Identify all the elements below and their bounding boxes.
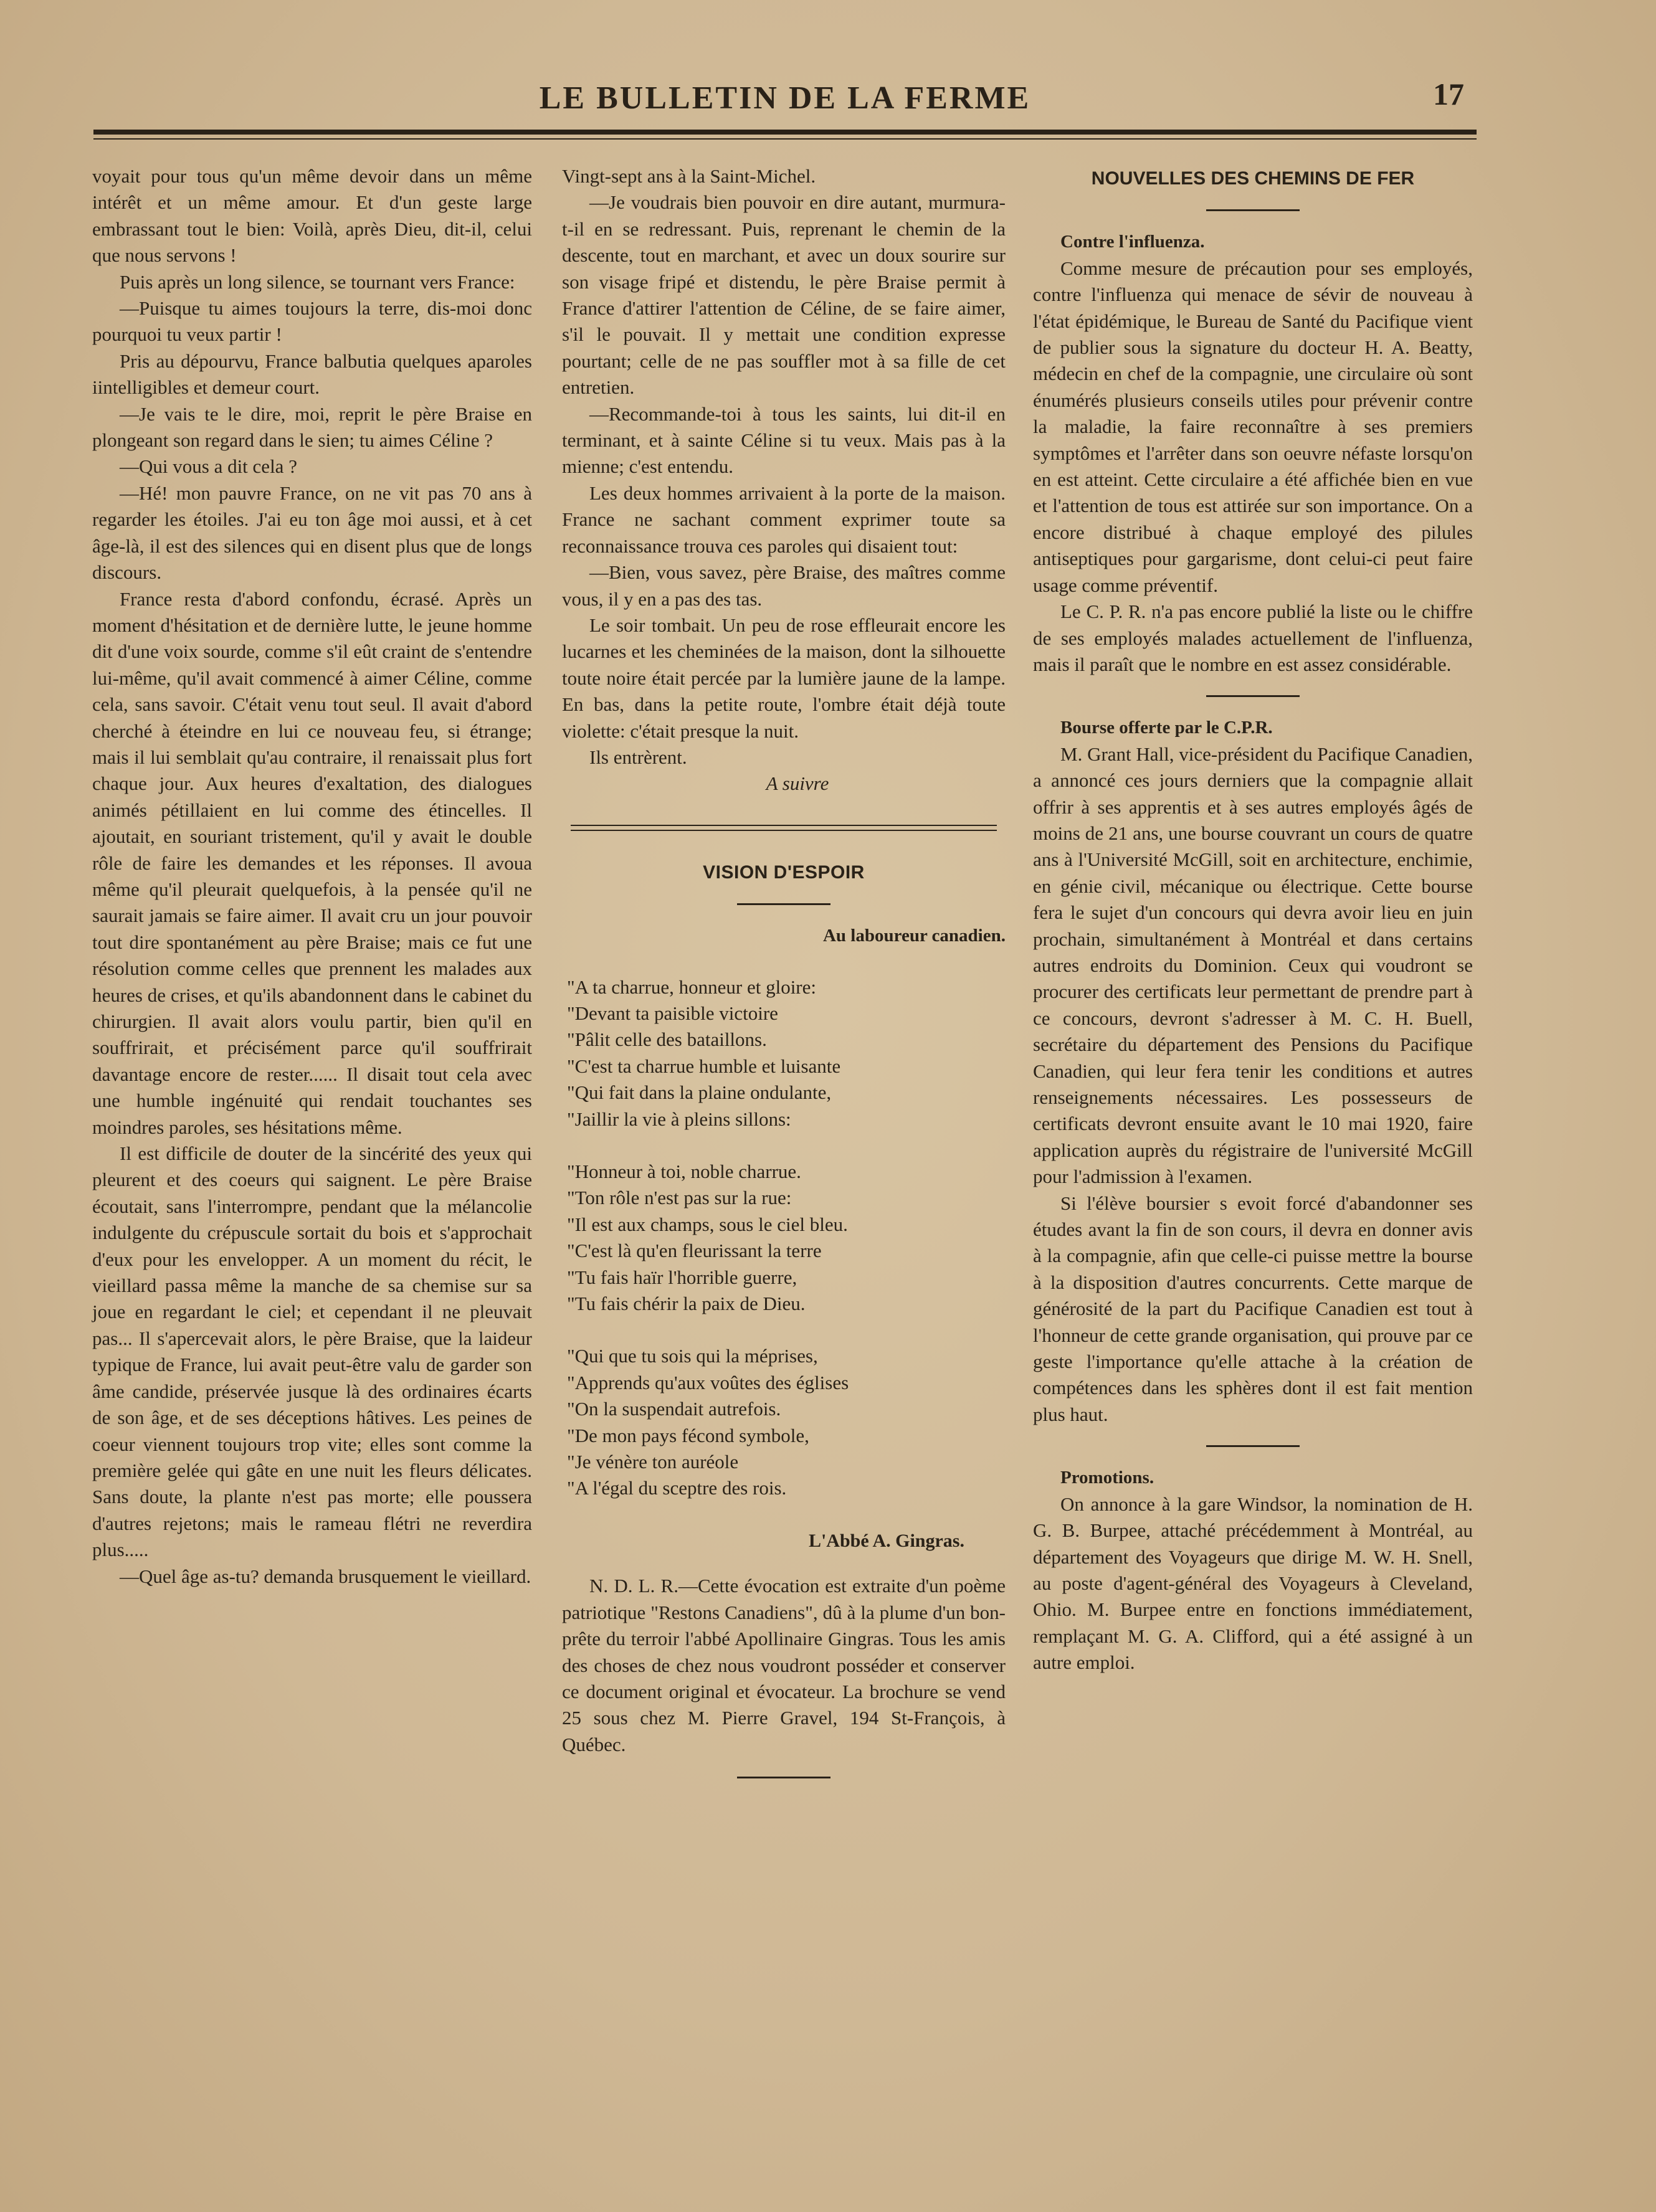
page-number: 17 xyxy=(1433,77,1464,112)
story-paragraph: Vingt-sept ans à la Saint-Michel. xyxy=(562,165,816,187)
story-paragraph: France resta d'abord confondu, écrasé. Après un moment d'hésitation et de dernière lutte, le jeune homme dit d'une voix sourde, comme s'il eût craint de s'entendre lui-même, qu'il avait commencé à aimer Céline, comme cela, sans savoir. C'était venu tout seul. Il avait d'abord cherché à éteindre en lui ce nouveau feu, si étrange; mais il lui semblait qu'au contraire, il renaissait plus fort chaque jour. Aux heures d'exaltation, des dialogues animés pétillaient en lui comme des étincelles. Il ajoutait, en souriant tristement, qu'il y avait le double rôle de faire les demandes et les réponses. Il avoua même qu'il pleurait quelquefois, à la pensée qu'il ne saurait jamais se faire aimer. Il avait cru un jour pouvoir tout dire spontanément au père Braise; mais ce fut une résolution comme celles que prennent les malades aux heures de crises, et qu'ils abandonnent dans le cabinet du chirurgien. Il avait alors voulu partir, bien qu'il en souffrirait, et précisément parce qu'il souffrirait davantage encore de rester...... Il disait tout cela avec une humble ingénuité qui rendait touchantes ses moindres paroles, ses hésitations même. xyxy=(92,587,532,1138)
title-rule xyxy=(737,903,830,905)
end-rule xyxy=(737,1777,830,1778)
story-paragraph: —Je voudrais bien pouvoir en dire autant, murmura-t-il en se redressant. Puis, reprenant le chemin de la descente, tout en marchant, et avec un doux sourire sur son visage fripé et distendu, le père Braise permit à France d'attirer l'attention de Céline, de se faire aimer, s'il le pouvait. Il y mettait une condition expresse pourtant; celle de ne pas souffler mot à sa fille de cet entretien. xyxy=(562,191,1006,399)
poem-dedication: Au laboureur canadien. xyxy=(822,926,1006,946)
poem-stanza xyxy=(567,1159,1006,1317)
story-paragraph: —Bien, vous savez, père Braise, des maîtres comme vous, il y en a pas des tas. xyxy=(562,561,1006,610)
story-paragraph: voyait pour tous qu'un même devoir dans un même intérêt et un même amour. Et d'un geste large embrassant tout le bien: Voilà, après Dieu, dit-il, celui que nous servons ! xyxy=(92,165,532,267)
section-rule xyxy=(1206,695,1300,697)
heading-rule xyxy=(1206,209,1300,211)
publication-title: LE BULLETIN DE LA FERME xyxy=(539,80,1031,116)
news-paragraph: On annonce à la gare Windsor, la nomination de H. G. B. Burpee, attaché précédemment à Montréal, au département des Voyageurs que dirige M. W. H. Snell, au poste d'agent-général des Voyageurs à Cleveland, Ohio. M. Burpee entre en fonctions immédiatement, remplaçant M. G. A. Clifford, qui a été assigné à un autre emploi. xyxy=(1033,1493,1473,1674)
poem-line: "Devant ta paisible victoire xyxy=(567,1002,778,1024)
news-paragraph: Le C. P. R. n'a pas encore publié la liste ou le chiffre de ses employés malades actuellement de l'influenza, mais il paraît que le nombre en est assez considérable. xyxy=(1033,600,1473,675)
poem-stanza xyxy=(567,974,1006,1132)
story-paragraph: Les deux hommes arrivaient à la porte de la maison. France ne sachant comment exprimer toute sa reconnaissance trouva ces paroles qui disaient tout: xyxy=(562,482,1006,557)
story-paragraph: Pris au dépourvu, France balbutia quelques aparoles iintelligibles et demeur court. xyxy=(92,349,532,399)
section-subhead: Contre l'influenza. xyxy=(1060,232,1205,252)
story-paragraph: —Quel âge as-tu? demanda brusquement le vieillard. xyxy=(120,1565,531,1587)
story-paragraph: —Recommande-toi à tous les saints, lui dit-il en terminant, et à sainte Céline si tu veux. Mais pas à la mienne; c'est entendu. xyxy=(562,402,1006,478)
poem-line: "A l'égal du sceptre des rois. xyxy=(567,1477,787,1499)
story-paragraph: Il est difficile de douter de la sincérité des yeux qui pleurent et des coeurs qui saignent. Le père Braise écoutait, sans l'interrompre, pendant que la mélancolie indulgente du crépuscule sortait du bois et s'approchait d'eux pour les envelopper. A un moment du récit, le vieillard passa même la manche de sa chemise sur sa joue en regardant le ciel; et cependant il ne pleuvait pas... Il s'apercevait alors, le père Braise, que la laideur typique de France, lui avait peut-être valu de garder son âme candide, préservée jusque là des ordinaires écarts de son âge, et de ses déceptions hâtives. Les peines de coeur viennent toujours trop vite; elles sont comme la première gelée qui gâte en une nuit les fleurs délicates. Sans doute, la plante n'est pas morte; elle poussera d'autres rejetons; mais le rameau flétri ne reverdira plus..... xyxy=(92,1142,532,1561)
poem-line: "Apprends qu'aux voûtes des églises xyxy=(567,1371,849,1393)
poem-line: "Je vénère ton auréole xyxy=(567,1451,739,1473)
poem-line: "C'est ta charrue humble et luisante xyxy=(567,1055,841,1077)
section-subhead: Bourse offerte par le C.P.R. xyxy=(1060,718,1273,738)
story-paragraph: Le soir tombait. Un peu de rose effleurait encore les lucarnes et les cheminées de la maison, dont la silhouette toute noire était percée par la lumière jaune de la lampe. En bas, dans la petite route, l'ombre était déjà toute violette: c'était presque la nuit. xyxy=(562,614,1006,742)
poem-title: VISION D'ESPOIR xyxy=(703,862,865,883)
right-column xyxy=(1033,163,1473,1676)
to-follow-note: A suivre xyxy=(766,772,829,795)
section-subhead: Promotions. xyxy=(1060,1468,1154,1488)
middle-column xyxy=(562,163,1006,1778)
left-column xyxy=(92,163,532,1590)
railway-news-heading: NOUVELLES DES CHEMINS DE FER xyxy=(1091,168,1415,189)
header-rule-thin xyxy=(93,138,1477,140)
poem-line: "De mon pays fécond symbole, xyxy=(567,1424,809,1446)
poem-line: "Tu fais chérir la paix de Dieu. xyxy=(567,1293,806,1315)
news-paragraph: M. Grant Hall, vice-président du Pacifique Canadien, a annoncé ces jours derniers que la compagnie allait offrir à ses apprentis et à ses autres employés âgés de moins de 21 ans, une bourse couvrant un cours de quatre ans à l'Université McGill, soit en architecture, enchimie, en génie civil, mécanique ou électrique. Cette bourse fera le sujet d'un concours qui devra avoir lieu en juin prochain, simultanément à Montréal et dans certains autres endroits du Dominion. Ceux qui voudront se procurer des certificats leur permettant de prendre part à ce concours, devront s'adresser à M. C. H. Buell, secrétaire du département des Pensions du Pacifique Canadien, qui leur fera tenir les conditions et autres renseignements nécessaires. Les possesseurs de certificats devront ensuite avant le 10 mai 1920, faire application auprès du régistraire de l'université McGill pour l'admission à l'examen. xyxy=(1033,743,1473,1188)
story-paragraph: —Qui vous a dit cela ? xyxy=(120,455,297,478)
poem-line: "Qui fait dans la plaine ondulante, xyxy=(567,1081,832,1104)
masthead xyxy=(93,69,1477,118)
poem-stanza xyxy=(567,1343,1006,1501)
story-paragraph: —Je vais te le dire, moi, reprit le père Braise en plongeant son regard dans le sien; tu aimes Céline ? xyxy=(92,402,532,452)
section-divider xyxy=(571,825,997,831)
poem-line: "On la suspendait autrefois. xyxy=(567,1398,781,1420)
poem-signature: L'Abbé A. Gingras. xyxy=(808,1530,964,1551)
news-paragraph: Comme mesure de précaution pour ses employés, contre l'influenza qui menace de sévir de nouveau à l'état épidémique, le Bureau de Santé du Pacifique vient de publier sous la signature du docteur H. A. Beatty, médecin en chef de la compagnie, une circulaire où sont énumérés plusieurs conseils utiles pour prévenir contre la maladie, la faire reconnaître à ses premiers symptômes et l'arrêter dans son oeuvre néfaste lorsqu'on en est atteint. Cette circulaire a été affichée bien en vue et l'attention de tous est attirée sur son importance. On a encore distribué à chaque employé des pilules antiseptiques pour gargarisme, dont celui-ci peut faire usage comme préventif. xyxy=(1033,257,1473,596)
poem-line: "A ta charrue, honneur et gloire: xyxy=(567,975,817,998)
poem-line: "Honneur à toi, noble charrue. xyxy=(567,1161,801,1182)
poem-line: "Pâlit celle des bataillons. xyxy=(567,1028,767,1051)
poem-line: "Tu fais haïr l'horrible guerre, xyxy=(567,1266,797,1288)
story-paragraph: Puis après un long silence, se tournant vers France: xyxy=(120,270,515,293)
poem xyxy=(562,974,1006,1502)
editor-note: N. D. L. R.—Cette évocation est extraite d'un poème patriotique "Restons Canadiens", dû à la plume d'un bon-prête du terroir l'abbé Apollinaire Gingras. Tous les amis des choses de chez nous voudront posséder et conserver ce document original et évocateur. La brochure se vend 25 sous chez M. Pierre Gravel, 194 St-François, à Québec. xyxy=(562,1575,1006,1755)
story-paragraph: —Puisque tu aimes toujours la terre, dis-moi donc pourquoi tu veux partir ! xyxy=(92,297,532,346)
section-rule xyxy=(1206,1445,1300,1447)
header-rule xyxy=(93,130,1477,135)
poem-line: "Jaillir la vie à pleins sillons: xyxy=(567,1108,791,1130)
poem-line: "Ton rôle n'est pas sur la rue: xyxy=(567,1187,792,1209)
poem-line: "C'est là qu'en fleurissant la terre xyxy=(567,1240,822,1262)
story-paragraph: Ils entrèrent. xyxy=(589,746,687,768)
poem-line: "Qui que tu sois qui la méprises, xyxy=(567,1345,818,1367)
poem-line: "Il est aux champs, sous le ciel bleu. xyxy=(567,1213,848,1235)
story-paragraph: —Hé! mon pauvre France, on ne vit pas 70 ans à regarder les étoiles. J'ai eu ton âge moi aussi, et à cet âge-là, il est des silences qui en disent plus que de longs discours. xyxy=(92,482,532,584)
news-paragraph: Si l'élève boursier s evoit forcé d'abandonner ses études avant la fin de son cours, il devra en donner avis à la compagnie, afin que celle-ci puisse mettre la bourse à la disposition d'autres concurrents. Cette marque de générosité de la part du Pacifique Canadien est tout à l'honneur de cette grande organisation, qui prouve par ce geste l'importance qu'elle attache à la création de compétences dans les sphères dont il est fait mention plus haut. xyxy=(1033,1192,1473,1425)
